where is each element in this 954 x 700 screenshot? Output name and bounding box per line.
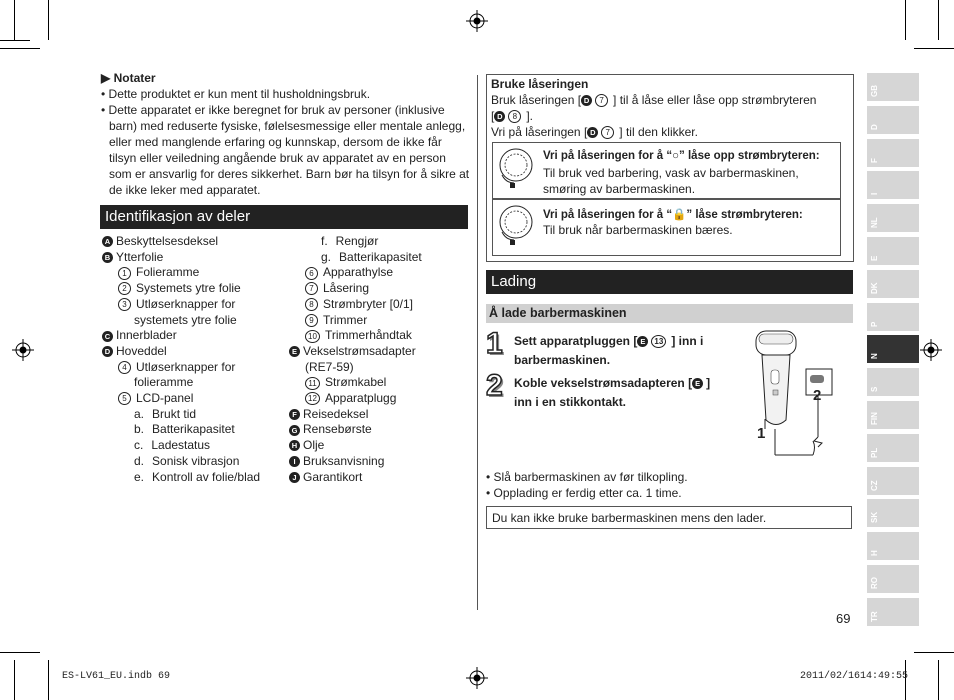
part-label: Sonisk vibrasjon	[152, 453, 240, 468]
language-tab-label: TR	[870, 611, 879, 622]
language-tab-f	[867, 139, 919, 167]
page-number: 69	[836, 611, 851, 626]
footer-file: ES-LV61_EU.indb 69	[62, 671, 171, 682]
language-tab-i	[867, 171, 919, 199]
part-label: Kontroll av folie/blad	[152, 469, 261, 484]
language-tab-s	[867, 368, 919, 396]
part-label: Strømbryter [0/1]	[323, 296, 414, 311]
part-label: Trimmer	[323, 312, 368, 327]
part-label: Låsering	[323, 281, 370, 296]
part-label: Folieramme	[136, 265, 200, 280]
part-letter-badge: C	[102, 331, 113, 342]
notes-title: ▶ Notater	[101, 71, 156, 85]
step-1-line-2: barbermaskinen.	[514, 353, 611, 367]
part-letter-badge: A	[102, 236, 113, 247]
parts-list-item	[305, 328, 412, 344]
parts-list-item	[134, 438, 210, 454]
column-divider	[477, 75, 478, 610]
parts-list-item	[134, 407, 196, 423]
language-tab-cz	[867, 467, 919, 495]
part-label: Vekselstrømsadapter	[303, 343, 416, 358]
language-tab-label: N	[870, 353, 879, 360]
language-tab-label: PL	[870, 447, 879, 458]
crop-mark	[0, 652, 40, 653]
crop-mark	[14, 660, 15, 700]
part-label: Ladestatus	[151, 438, 211, 453]
footer-time: 14:49:55	[860, 671, 909, 682]
lock-line-3: Vri på låseringen [ D 7 ] til den klikker.	[491, 125, 698, 139]
lock-text: Til bruk når barbermaskinen bæres.	[543, 223, 733, 237]
part-label: Hoveddel	[116, 343, 167, 358]
language-tab-fin	[867, 401, 919, 429]
bullet-item: • Opplading er ferdig etter ca. 1 time.	[486, 486, 682, 500]
parts-list-item	[289, 438, 324, 454]
note-line: eller med manglende erfaring og kunnskap, dersom de ikke får	[109, 135, 442, 149]
language-tab-h	[867, 532, 919, 560]
parts-list-item	[102, 234, 218, 250]
crop-mark	[914, 48, 954, 49]
parts-list-item	[118, 281, 241, 297]
part-label: Rengjør	[335, 234, 379, 248]
ref-badge-d: D	[494, 111, 505, 122]
parts-list-item	[305, 391, 396, 407]
crop-mark	[914, 652, 954, 653]
parts-list-item	[289, 407, 368, 423]
language-tab-gb	[867, 73, 919, 101]
crop-mark	[0, 40, 30, 41]
part-label: Brukt tid	[152, 406, 197, 421]
lock-title-2: Vri på låseringen for å “🔒” låse strømbryteren:	[543, 209, 803, 221]
language-tab-ro	[867, 565, 919, 593]
part-letter-badge: D	[102, 346, 113, 357]
parts-list-item	[134, 454, 239, 470]
language-tab-label: CZ	[870, 479, 879, 491]
language-tab-sk	[867, 499, 919, 527]
lock-title: Bruke låseringen	[491, 77, 589, 91]
part-label: Utløserknapper for	[136, 359, 236, 374]
part-label: Systemets ytre folie	[136, 281, 241, 296]
language-tab-label: FIN	[870, 412, 879, 425]
part-sub-letter: g.	[321, 249, 332, 264]
language-tab-pl	[867, 434, 919, 462]
crop-mark	[938, 0, 939, 40]
ref-num-13: 13	[651, 335, 666, 348]
crop-mark	[14, 0, 15, 40]
part-number-circle: 3	[118, 298, 131, 311]
language-tab-label: NL	[870, 217, 879, 229]
language-tab-tr	[867, 598, 919, 626]
parts-list-item	[321, 234, 378, 250]
step-2-line-2: inn i en stikkontakt.	[514, 395, 627, 409]
step-number-2: 2	[486, 369, 503, 402]
part-label: Ytterfolie	[116, 249, 164, 264]
lock-ring-icon	[496, 202, 536, 250]
part-label: Strømkabel	[325, 375, 387, 390]
part-letter-badge: H	[289, 440, 300, 451]
step-number-1: 1	[486, 327, 503, 360]
unlock-text: smøring av barbermaskinen.	[543, 182, 696, 196]
parts-list-item	[134, 313, 237, 329]
part-number-circle: 2	[118, 282, 131, 295]
crop-mark	[0, 48, 40, 49]
language-tab-label: H	[870, 550, 879, 557]
unlock-title: Vri på låseringen for å “○” låse opp strømbryteren:	[543, 150, 820, 162]
note-item: • Dette produktet er kun ment til husholdningsbruk.	[101, 87, 371, 101]
registration-mark-bottom	[466, 667, 488, 689]
parts-list-item	[289, 422, 372, 438]
part-label: Rensebørste	[303, 422, 372, 437]
part-letter-badge: F	[289, 409, 300, 420]
bullet-item: • Slå barbermaskinen av før tilkopling.	[486, 470, 688, 484]
parts-list-item	[118, 360, 235, 376]
shaver-charging-illustration	[748, 325, 840, 465]
part-label: Reisedeksel	[303, 406, 369, 421]
parts-list-item	[305, 360, 354, 376]
charging-heading: Lading	[486, 270, 853, 294]
parts-list-item	[305, 375, 386, 391]
ref-badge-d: D	[587, 127, 598, 138]
language-tab-n	[867, 335, 919, 363]
footer-date: 2011/02/16	[800, 671, 861, 682]
part-number-circle: 5	[118, 392, 131, 405]
part-sub-letter: a.	[134, 406, 145, 421]
part-label: Innerblader	[116, 328, 177, 343]
ref-badge-e: E	[692, 378, 703, 389]
play-icon: ▶	[101, 71, 111, 85]
part-label: Utløserknapper for	[136, 296, 236, 311]
note-line: som er ansvarlig for deres sikkerhet. Barn bør ha tilsyn for å sikre at	[109, 167, 470, 181]
crop-mark	[48, 0, 49, 40]
language-tab-nl	[867, 204, 919, 232]
part-label: Batterikapasitet	[339, 249, 422, 264]
part-label: Trimmerhåndtak	[325, 328, 412, 343]
registration-mark-left	[12, 339, 34, 361]
parts-list-item	[134, 422, 235, 438]
parts-list-item	[134, 375, 193, 391]
language-tab-p	[867, 303, 919, 331]
ref-num-7: 7	[595, 94, 608, 107]
ref-badge-d: D	[581, 95, 592, 106]
part-sub-letter: b.	[134, 422, 145, 437]
parts-list-item	[118, 297, 235, 313]
language-tab-label: SK	[870, 512, 879, 524]
ref-badge-e: E	[637, 336, 648, 347]
language-tab-label: P	[870, 321, 879, 327]
ref-num-8: 8	[508, 110, 521, 123]
part-label: (RE7-59)	[305, 359, 354, 374]
part-letter-badge: J	[289, 472, 300, 483]
lock-line-1: Bruk låseringen [ D 7 ] til å låse eller låse opp strømbryteren	[491, 93, 817, 107]
parts-list-item	[289, 344, 416, 360]
crop-mark	[938, 660, 939, 700]
part-label: Batterikapasitet	[152, 422, 235, 437]
parts-list-item	[102, 344, 167, 360]
part-label: Bruksanvisning	[303, 453, 385, 468]
language-tab-label: D	[870, 124, 879, 130]
part-number-circle: 1	[118, 267, 131, 280]
parts-list-item	[118, 265, 199, 281]
part-number-circle: 10	[305, 330, 320, 343]
crop-mark	[48, 660, 49, 700]
part-label: folieramme	[134, 375, 194, 390]
language-tab-label: I	[870, 193, 879, 196]
part-number-circle: 4	[118, 361, 131, 374]
note-line: barn) med reduserte fysiske, følelsesmessige eller mentale anlegg,	[109, 119, 466, 133]
part-number-circle: 11	[305, 377, 320, 390]
unlock-ring-icon	[496, 145, 536, 193]
part-number-circle: 12	[305, 392, 320, 405]
unlock-text: Til bruk ved barbering, vask av barbermaskinen,	[543, 166, 799, 180]
charging-subheading: Å lade barbermaskinen	[486, 304, 853, 323]
parts-list-item	[321, 250, 422, 266]
language-tab-label: S	[870, 386, 879, 393]
language-tab-e	[867, 237, 919, 265]
note-item: • Dette apparatet er ikke beregnet for bruk av personer (inklusive	[101, 103, 445, 117]
part-letter-badge: I	[289, 456, 300, 467]
registration-mark-top	[466, 10, 488, 32]
part-sub-letter: c.	[134, 438, 144, 453]
part-label: LCD-panel	[136, 391, 194, 405]
parts-list-item	[102, 328, 177, 344]
language-tab-label: RO	[870, 577, 879, 589]
note-line: de ikke leker med apparatet.	[109, 183, 261, 197]
language-tab-label: DK	[870, 282, 879, 294]
crop-mark	[905, 0, 906, 40]
lock-line-2: [ D 8 ].	[491, 109, 534, 123]
figure-label-2: 2	[813, 387, 822, 404]
part-number-circle: 8	[305, 298, 318, 311]
part-label: Apparatplugg	[325, 391, 397, 405]
figure-label-1: 1	[757, 425, 766, 442]
parts-list-item	[289, 454, 384, 470]
part-number-circle: 6	[305, 267, 318, 280]
language-tab-label: F	[870, 157, 879, 163]
step-1-line-1: Sett apparatpluggen [ E 13 ] inn i	[514, 334, 704, 348]
part-label: systemets ytre folie	[134, 312, 237, 327]
part-sub-letter: f.	[321, 234, 328, 248]
part-label: Olje	[303, 438, 325, 453]
parts-list-item	[289, 470, 362, 486]
part-sub-letter: e.	[134, 469, 145, 484]
note-line: tilsyn eller veiledning angående bruk av apparatet av en person	[109, 151, 446, 165]
parts-list-item	[134, 470, 260, 486]
language-tab-label: GB	[870, 85, 879, 97]
parts-list-item	[305, 313, 367, 329]
language-tab-dk	[867, 270, 919, 298]
part-letter-badge: G	[289, 425, 300, 436]
part-number-circle: 9	[305, 314, 318, 327]
language-tab-label: E	[870, 255, 879, 261]
parts-list-item	[305, 265, 393, 281]
registration-mark-right	[920, 339, 942, 361]
part-sub-letter: d.	[134, 453, 145, 468]
parts-list-item	[305, 297, 413, 313]
step-2-line-1: Koble vekselstrømsadapteren [ E ]	[514, 376, 711, 390]
parts-list-item	[118, 391, 193, 407]
part-letter-badge: B	[102, 252, 113, 263]
part-label: Apparathylse	[323, 265, 394, 280]
note-box: Du kan ikke bruke barbermaskinen mens den lader.	[486, 506, 852, 529]
part-letter-badge: E	[289, 346, 300, 357]
parts-list-item	[102, 250, 163, 266]
ref-num-7: 7	[601, 126, 614, 139]
language-tab-d	[867, 106, 919, 134]
parts-heading: Identifikasjon av deler	[100, 205, 468, 229]
part-label: Garantikort	[303, 469, 363, 484]
part-number-circle: 7	[305, 282, 318, 295]
parts-list-item	[305, 281, 369, 297]
part-label: Beskyttelsesdeksel	[116, 234, 219, 248]
